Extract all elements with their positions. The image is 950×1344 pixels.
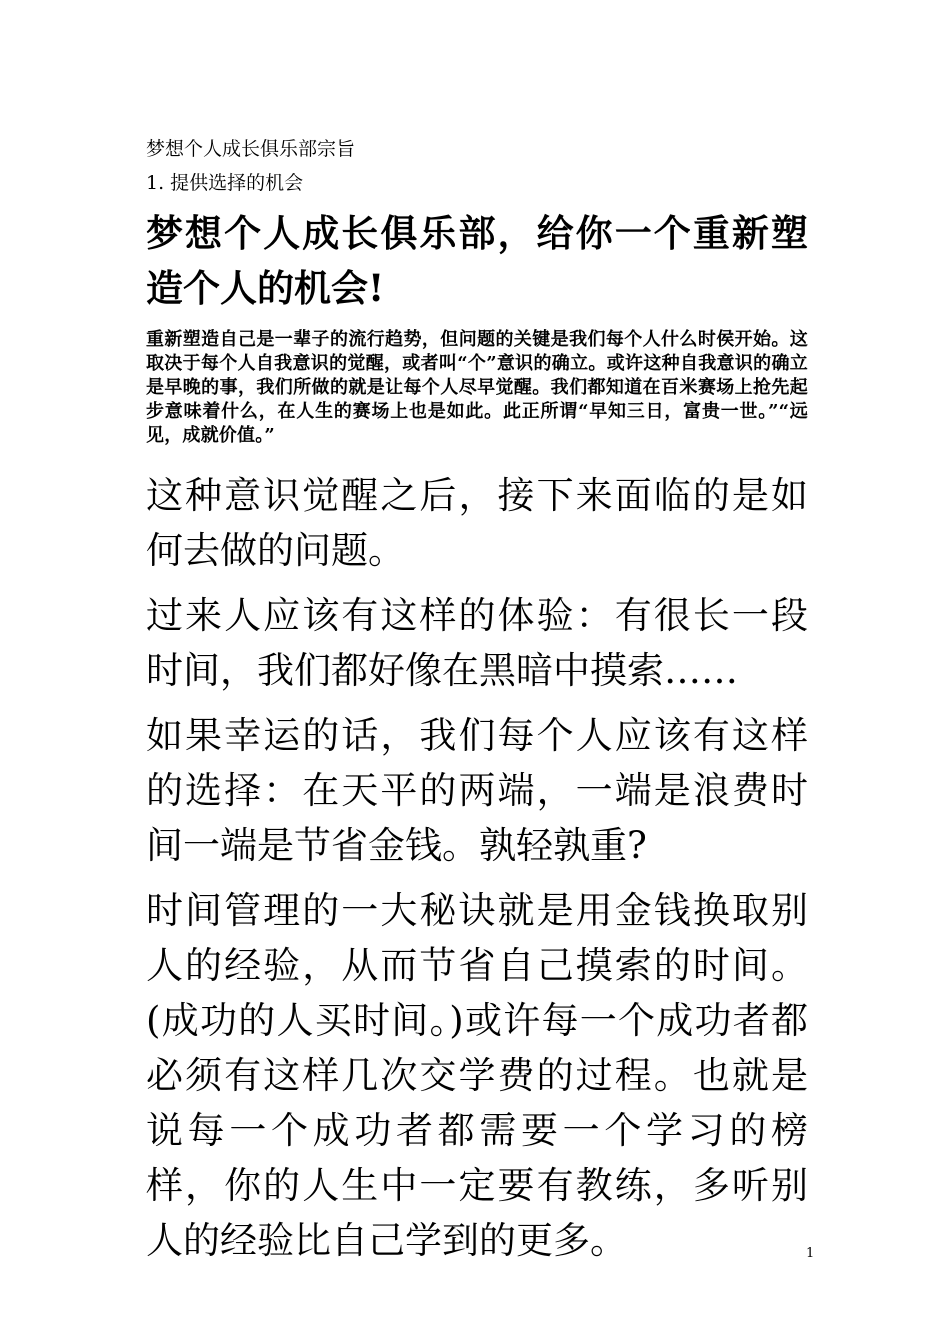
paragraph-choice: 如果幸运的话，我们每个人应该有这样的选择：在天平的两端，一端是浪费时间一端是节省金钱。孰轻孰重?	[146, 714, 808, 867]
page-number: 1	[806, 1246, 815, 1261]
document-heading: 梦想个人成长俱乐部宗旨	[146, 138, 356, 160]
intro-paragraph: 重新塑造自己是一辈子的流行趋势，但问题的关键是我们每个人什么时侯开始。这取决于每个人自我意识的觉醒，或者叫“个”意识的确立。或许这种自我意识的确立是早晚的事，我们所做的就是让每个人尽早觉醒。我们都知道在百米赛场上抢先起步意味着什么，在人生的赛场上也是如此。此正所谓“早知三日，富贵一世。”“远见，成就价值。”	[146, 329, 808, 446]
paragraph-experience: 过来人应该有这样的体验：有很长一段时间，我们都好像在黑暗中摸索……	[146, 594, 808, 692]
page-content	[146, 134, 808, 1268]
paragraph-time-management: 时间管理的一大秘诀就是用金钱换取别人的经验，从而节省自己摸索的时间。(成功的人买时间。)或许每一个成功者都必须有这样几次交学费的过程。也就是说每一个成功者都需要一个学习的榜样，你的人生中一定要有教练，多听别人的经验比自己学到的更多。	[146, 889, 808, 1262]
section-title: 1. 提供选择的机会	[146, 172, 304, 194]
paragraph-awakening: 这种意识觉醒之后，接下来面临的是如何去做的问题。	[146, 474, 808, 572]
headline: 梦想个人成长俱乐部，给你一个重新塑造个人的机会!	[146, 211, 808, 310]
